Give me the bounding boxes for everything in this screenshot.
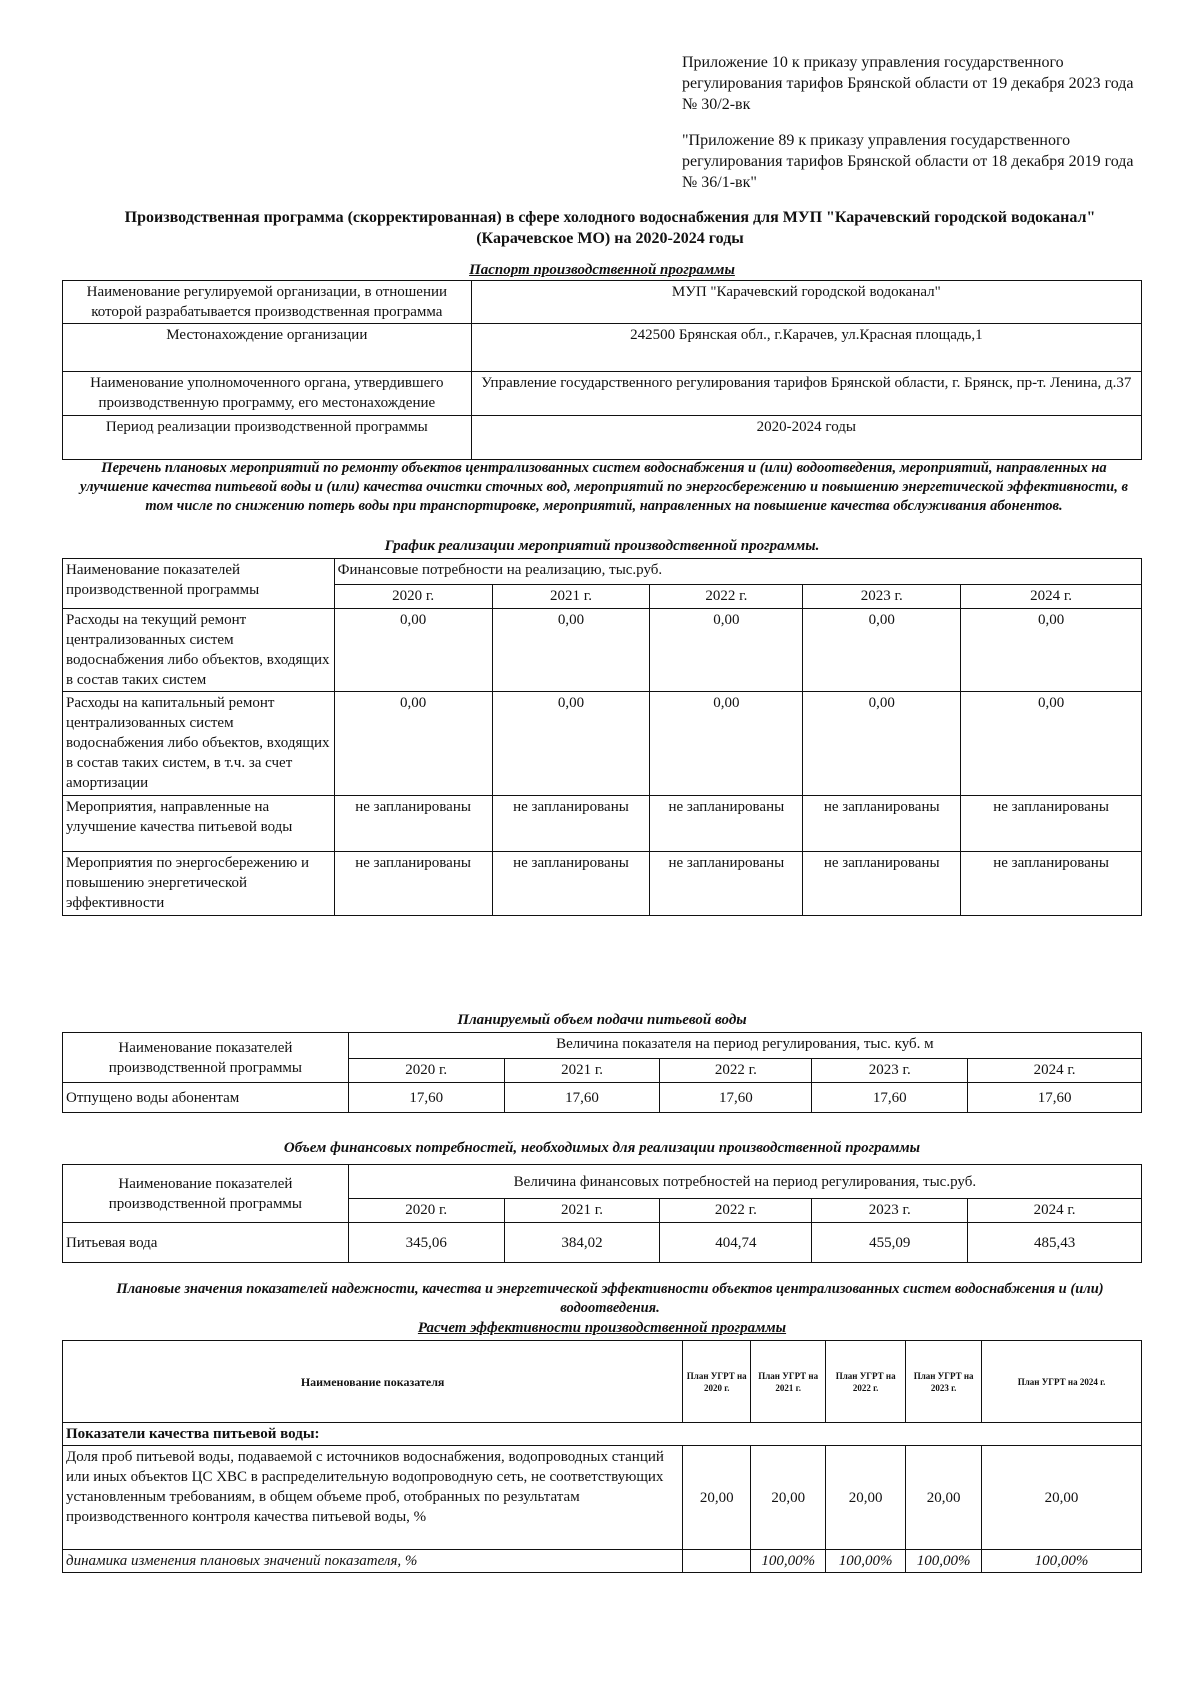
efficiency-caption: Расчет эффективности производственной программы <box>417 1320 787 1336</box>
measures-head-label: Наименование показателей производственной программы <box>63 559 335 609</box>
table-row <box>63 796 1142 852</box>
finance-head-group: Величина финансовых потребностей на период регулирования, тыс.руб. <box>348 1165 1141 1199</box>
row-label: Доля проб питьевой воды, подаваемой с источников водоснабжения, водопроводных станций или иных объектов ЦС ХВС в распределительную водопроводную сеть, не соответствующих установленным требованиям, в общем объеме проб, отобранных по результатам производственного контроля качества питьевой воды, % <box>63 1446 683 1550</box>
cell-value: не запланированы <box>492 852 650 916</box>
row-label: динамика изменения плановых значений показателя, % <box>63 1550 683 1573</box>
table-row <box>63 1550 1142 1573</box>
efficiency-intro: Плановые значения показателей надежности, качества и энергетической эффективности объектов централизованных систем водоснабжения и (или) водоотведения. <box>116 1281 1104 1316</box>
measures-head-group: Финансовые потребности на реализацию, тыс.руб. <box>334 559 1141 585</box>
cell-value: 0,00 <box>492 609 650 692</box>
row-label: Расходы на текущий ремонт централизованных систем водоснабжения либо объектов, входящих в состав таких систем <box>63 609 335 692</box>
cell-value: 20,00 <box>826 1446 906 1550</box>
cell-value: не запланированы <box>334 796 492 852</box>
cell-value: не запланированы <box>803 852 961 916</box>
appendix-note-1: Приложение 10 к приказу управления государственного регулирования тарифов Брянской области от 19 декабря 2023 года № 30/2-вк <box>682 54 1134 113</box>
cell-value: 345,06 <box>348 1223 504 1263</box>
section-title: Показатели качества питьевой воды: <box>63 1423 1142 1446</box>
year-header: 2023 г. <box>812 1199 968 1223</box>
efficiency-table <box>62 1340 1142 1573</box>
measures-intro: Перечень плановых мероприятий по ремонту объектов централизованных систем водоснабжения и (или) водоотведения, мероприятий, направленных на улучшение качества питьевой воды и (или) качества очистки сточных вод, мероприятий по энергосбережению и повышению энергетической эффективности, в том числе по снижению потерь воды при транспортировке, мероприятий, направленных на повышение качества обслуживания абонентов. <box>80 460 1128 514</box>
cell-value: 100,00% <box>982 1550 1142 1573</box>
table-row <box>63 609 1142 692</box>
supply-head-group: Величина показателя на период регулирования, тыс. куб. м <box>348 1033 1141 1059</box>
passport-value: Управление государственного регулирования тарифов Брянской области, г. Брянск, пр-т. Ленина, д.37 <box>471 372 1141 416</box>
plan-header: План УГРТ на 2022 г. <box>826 1341 906 1423</box>
year-header: 2020 г. <box>334 585 492 609</box>
passport-table <box>62 280 1142 460</box>
finance-caption: Объем финансовых потребностей, необходимых для реализации производственной программы <box>283 1140 921 1156</box>
cell-value: 0,00 <box>803 692 961 796</box>
passport-value: 242500 Брянская обл., г.Карачев, ул.Красная площадь,1 <box>471 324 1141 372</box>
cell-value: 0,00 <box>961 692 1142 796</box>
cell-value: не запланированы <box>334 852 492 916</box>
cell-value: 404,74 <box>660 1223 812 1263</box>
cell-value: 17,60 <box>968 1083 1142 1113</box>
appendix-note-2: "Приложение 89 к приказу управления государственного регулирования тарифов Брянской области от 18 декабря 2019 года № 36/1-вк" <box>682 132 1134 191</box>
cell-value: не запланированы <box>492 796 650 852</box>
plan-header: План УГРТ на 2023 г. <box>906 1341 982 1423</box>
cell-value: 17,60 <box>504 1083 660 1113</box>
passport-value: МУП "Карачевский городской водоканал" <box>471 281 1141 324</box>
year-header: 2022 г. <box>650 585 803 609</box>
cell-value: 0,00 <box>334 609 492 692</box>
table-row <box>63 1083 1142 1113</box>
plan-header: План УГРТ на 2024 г. <box>982 1341 1142 1423</box>
row-label: Расходы на капитальный ремонт централизованных систем водоснабжения либо объектов, входящих в состав таких систем, в т.ч. за счет амортизации <box>63 692 335 796</box>
cell-value: не запланированы <box>961 852 1142 916</box>
row-label: Отпущено воды абонентам <box>63 1083 349 1113</box>
year-header: 2021 г. <box>504 1059 660 1083</box>
cell-value <box>683 1550 751 1573</box>
supply-table <box>62 1032 1142 1113</box>
cell-value: 100,00% <box>906 1550 982 1573</box>
year-header: 2020 г. <box>348 1059 504 1083</box>
cell-value: 20,00 <box>982 1446 1142 1550</box>
section-row <box>63 1423 1142 1446</box>
year-header: 2021 г. <box>492 585 650 609</box>
finance-head-label: Наименование показателей производственной программы <box>63 1165 349 1223</box>
year-header: 2022 г. <box>660 1059 812 1083</box>
cell-value: не запланированы <box>803 796 961 852</box>
cell-value: 20,00 <box>751 1446 826 1550</box>
plan-header: План УГРТ на 2020 г. <box>683 1341 751 1423</box>
table-row <box>63 692 1142 796</box>
table-row <box>63 1223 1142 1263</box>
cell-value: 0,00 <box>334 692 492 796</box>
measures-caption: График реализации мероприятий производственной программы. <box>384 538 820 554</box>
cell-value: 17,60 <box>660 1083 812 1113</box>
plan-header: План УГРТ на 2021 г. <box>751 1341 826 1423</box>
cell-value: 0,00 <box>492 692 650 796</box>
cell-value: 0,00 <box>803 609 961 692</box>
table-row <box>63 852 1142 916</box>
cell-value: 0,00 <box>961 609 1142 692</box>
cell-value: 17,60 <box>812 1083 968 1113</box>
row-label: Мероприятия, направленные на улучшение качества питьевой воды <box>63 796 335 852</box>
cell-value: 100,00% <box>826 1550 906 1573</box>
finance-table <box>62 1164 1142 1263</box>
passport-caption: Паспорт производственной программы <box>469 262 735 278</box>
passport-row <box>63 281 1142 324</box>
passport-row <box>63 372 1142 416</box>
cell-value: не запланированы <box>650 852 803 916</box>
table-row <box>63 1446 1142 1550</box>
cell-value: 100,00% <box>751 1550 826 1573</box>
cell-value: не запланированы <box>961 796 1142 852</box>
cell-value: 384,02 <box>504 1223 660 1263</box>
year-header: 2024 г. <box>961 585 1142 609</box>
row-label: Мероприятия по энергосбережению и повышению энергетической эффективности <box>63 852 335 916</box>
measures-table <box>62 558 1142 916</box>
cell-value: не запланированы <box>650 796 803 852</box>
year-header: 2023 г. <box>812 1059 968 1083</box>
cell-value: 20,00 <box>683 1446 751 1550</box>
cell-value: 20,00 <box>906 1446 982 1550</box>
passport-label: Наименование регулируемой организации, в отношении которой разрабатывается производственная программа <box>63 281 472 324</box>
passport-label: Период реализации производственной программы <box>63 416 472 460</box>
cell-value: 17,60 <box>348 1083 504 1113</box>
year-header: 2024 г. <box>968 1199 1142 1223</box>
cell-value: 485,43 <box>968 1223 1142 1263</box>
cell-value: 0,00 <box>650 692 803 796</box>
supply-head-label: Наименование показателей производственной программы <box>63 1033 349 1083</box>
year-header: 2024 г. <box>968 1059 1142 1083</box>
passport-label: Местонахождение организации <box>63 324 472 372</box>
year-header: 2022 г. <box>660 1199 812 1223</box>
supply-caption: Планируемый объем подачи питьевой воды <box>457 1012 747 1028</box>
cell-value: 0,00 <box>650 609 803 692</box>
passport-row <box>63 416 1142 460</box>
passport-value: 2020-2024 годы <box>471 416 1141 460</box>
passport-label: Наименование уполномоченного органа, утвердившего производственную программу, его местонахождение <box>63 372 472 416</box>
document-title: Производственная программа (скорректированная) в сфере холодного водоснабжения для МУП "Карачевский городской водоканал" (Карачевское МО) на 2020-2024 годы <box>124 209 1096 247</box>
passport-row <box>63 324 1142 372</box>
year-header: 2021 г. <box>504 1199 660 1223</box>
row-label: Питьевая вода <box>63 1223 349 1263</box>
efficiency-head-label: Наименование показателя <box>63 1341 683 1423</box>
cell-value: 455,09 <box>812 1223 968 1263</box>
year-header: 2020 г. <box>348 1199 504 1223</box>
efficiency-head-row <box>63 1341 1142 1423</box>
year-header: 2023 г. <box>803 585 961 609</box>
